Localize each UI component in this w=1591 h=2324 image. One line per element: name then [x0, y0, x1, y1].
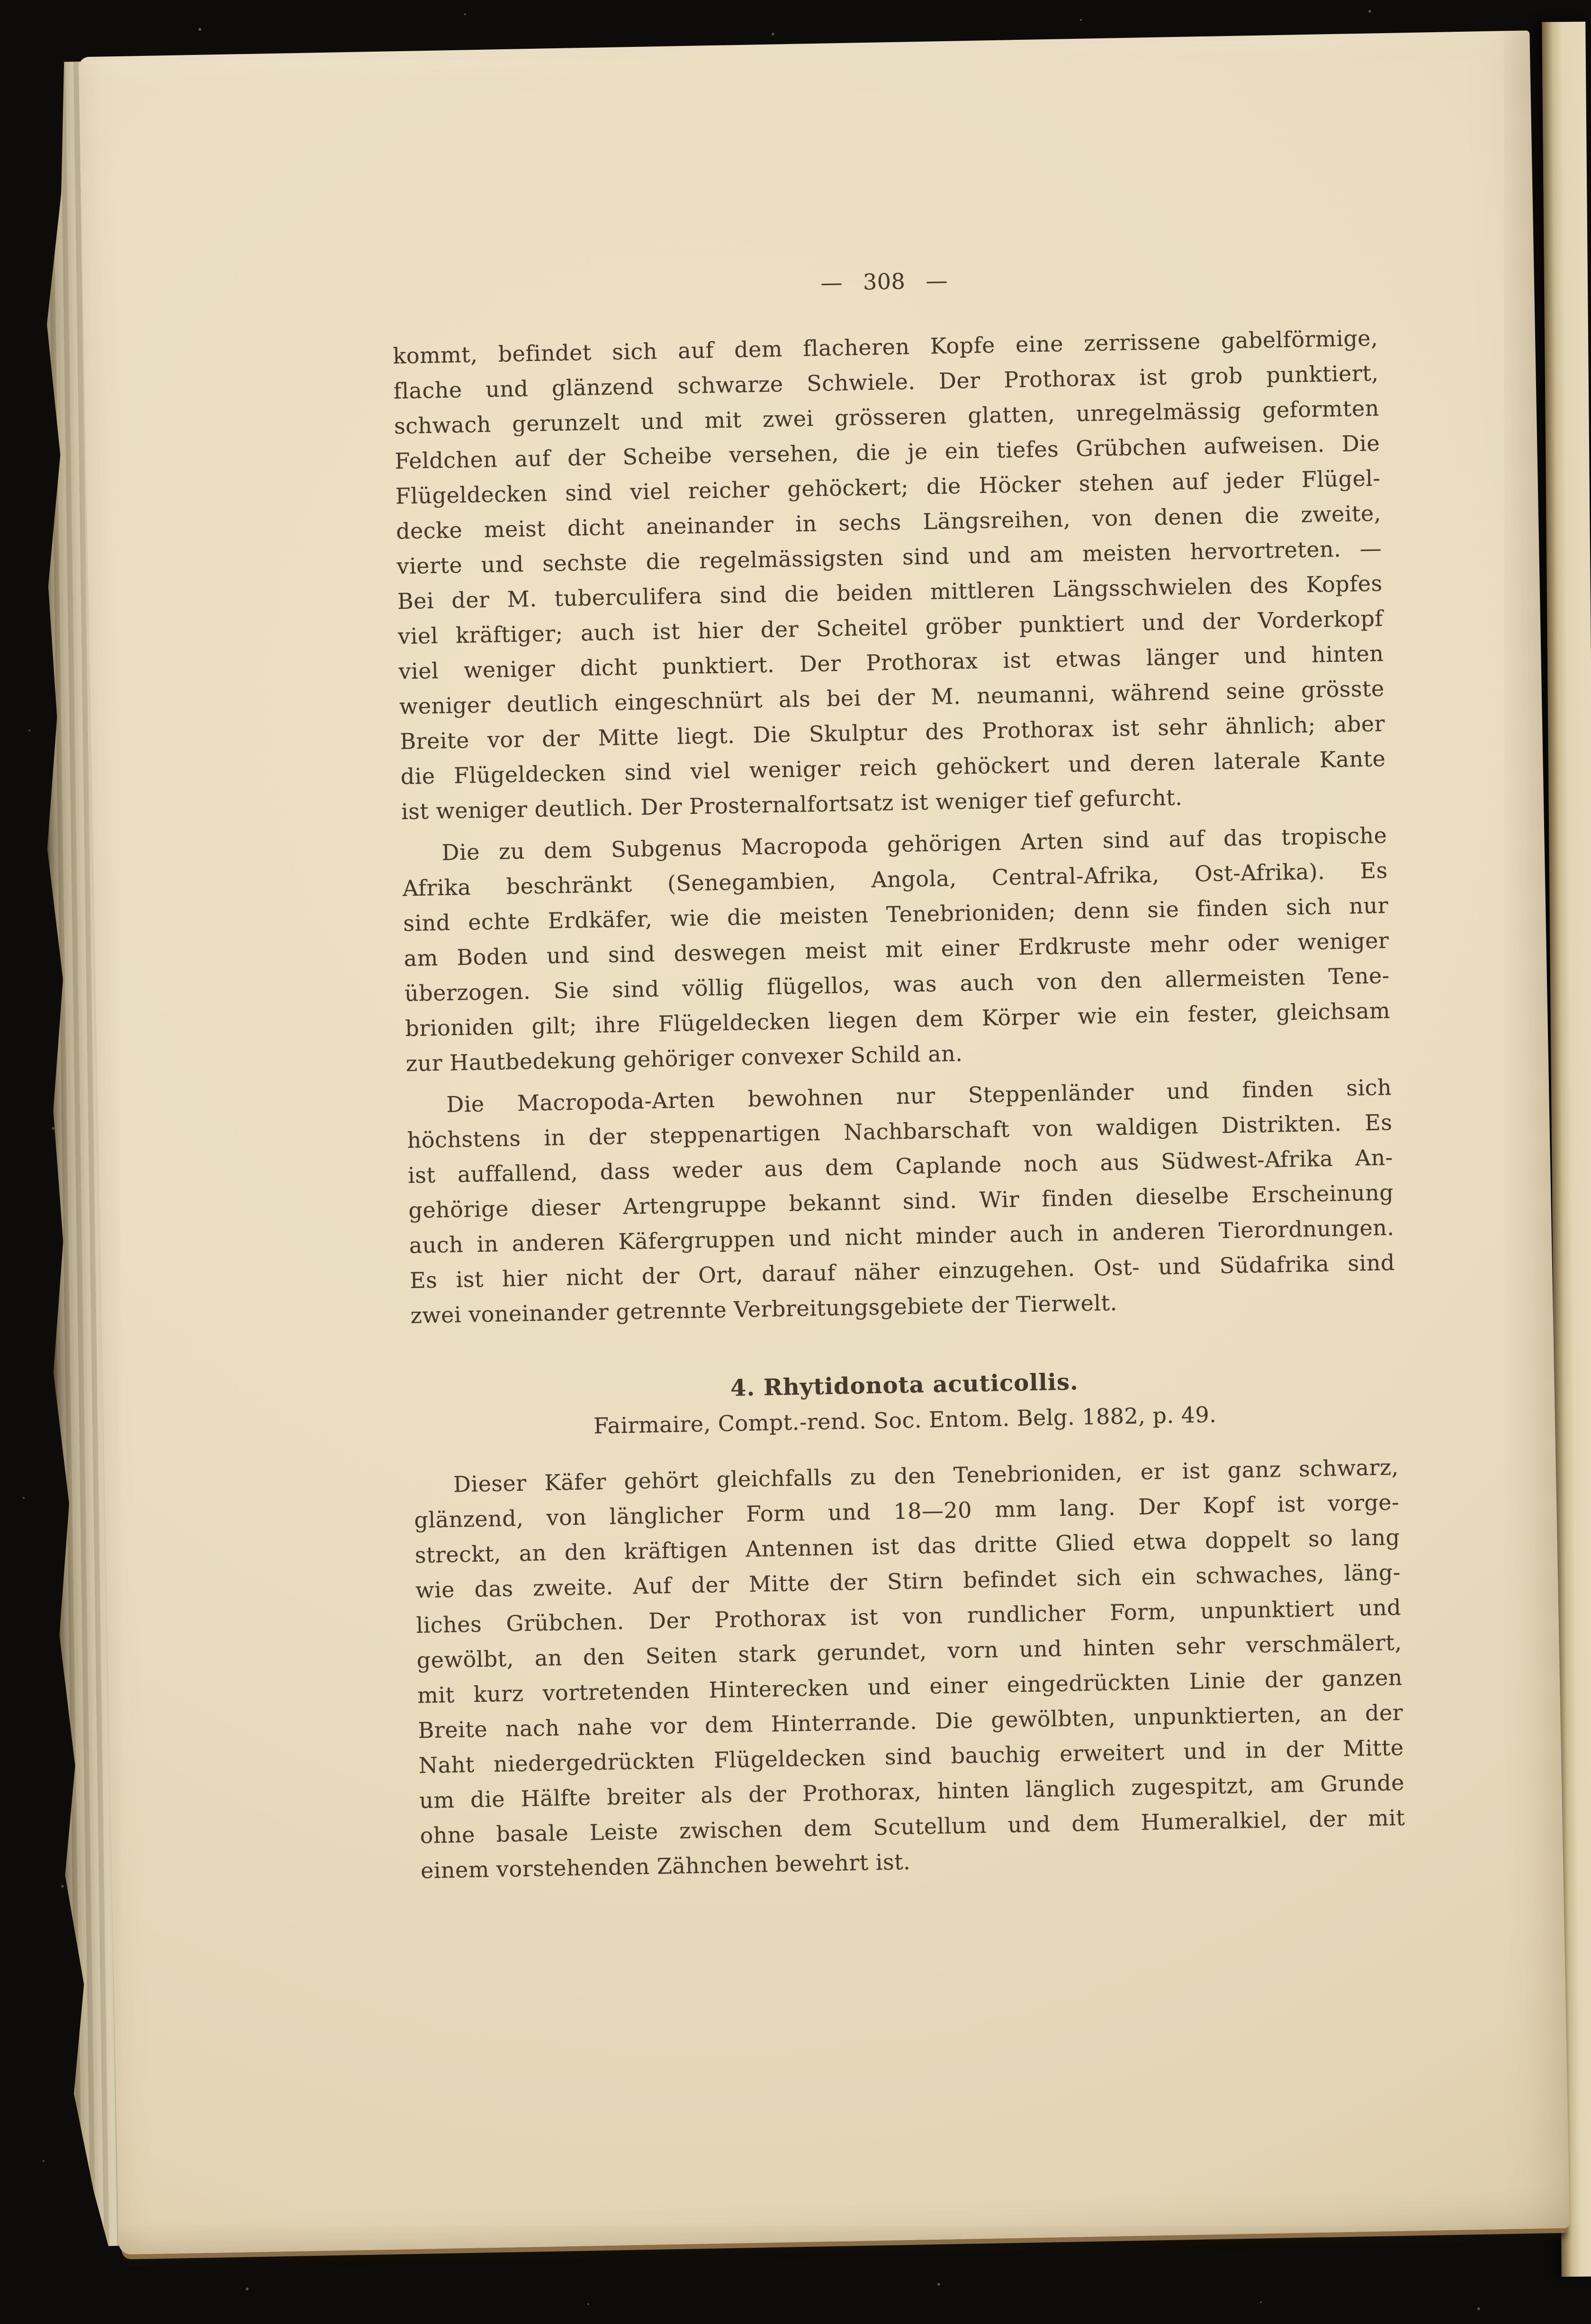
text-line: Bei der M. tuberculifera sind die beiden mittleren Längsschwielen des Kopfes	[397, 570, 1383, 614]
text-line: zwei voneinander getrennte Verbreitungsgebiete der Tierwelt.	[410, 1289, 1118, 1329]
text-line: am Boden und sind deswegen meist mit einer Erdkruste mehr oder weniger	[404, 928, 1389, 972]
page-text	[391, 255, 1406, 1895]
reference-citation: Fairmaire, Compt.-rend. Soc. Entom. Belg. 1882, p. 49.	[593, 1401, 1217, 1439]
text-line: streckt, an den kräftigen Antennen ist das dritte Glied etwa doppelt so lang	[414, 1524, 1400, 1568]
text-line: Afrika beschränkt (Senegambien, Angola, Central-Afrika, Ost-Afrika). Es	[402, 857, 1388, 901]
text-line: viel kräftiger; auch ist hier der Scheitel gröber punktiert und der Vorderkopf	[397, 605, 1384, 649]
text-line: um die Hälfte breiter als der Prothorax, hinten länglich zugespitzt, am Grunde	[419, 1769, 1405, 1813]
paragraph	[393, 320, 1387, 829]
text-line: ist auffallend, dass weder aus dem Caplande noch aus Südwest-Afrika An-	[407, 1144, 1393, 1189]
text-line: Breite vor der Mitte liegt. Die Skulptur des Prothorax ist sehr ähnlich; aber	[399, 711, 1385, 755]
text-line: höchstens in der steppenartigen Nachbarschaft von waldigen Distrikten. Es	[407, 1109, 1393, 1153]
text-line: Es ist hier nicht der Ort, darauf näher einzugehen. Ost- und Südafrika sind	[409, 1249, 1395, 1294]
text-line: Breite nach nahe vor dem Hinterrande. Die gewölbten, unpunktierten, an der	[418, 1699, 1403, 1743]
text-line: Feldchen auf der Scheibe versehen, die je ein tiefes Grübchen aufweisen. Die	[394, 430, 1380, 474]
text-line: Dieser Käfer gehört gleichfalls zu den Tenebrioniden, er ist ganz schwarz,	[453, 1454, 1399, 1497]
species-heading: 4. Rhytidonota acuticollis.	[730, 1369, 1079, 1402]
text-line: viel weniger dicht punktiert. Der Prothorax ist etwas länger und hinten	[398, 640, 1384, 685]
page-body	[393, 320, 1406, 1888]
text-line: Die Macropoda-Arten bewohnen nur Steppenländer und finden sich	[446, 1074, 1392, 1117]
text-line: liches Grübchen. Der Prothorax ist von rundlicher Form, unpunktiert und	[416, 1594, 1402, 1638]
text-line: auch in anderen Käfergruppen und nicht minder auch in anderen Tierordnungen.	[409, 1214, 1394, 1259]
text-line: mit kurz vortretenden Hinterecken und einer eingedrückten Linie der ganzen	[417, 1664, 1403, 1708]
text-line: ohne basale Leiste zwischen dem Scutellum und dem Humeralkiel, der mit	[420, 1804, 1405, 1848]
book-page	[79, 30, 1570, 2254]
paragraph	[413, 1450, 1406, 1888]
text-line: flache und glänzend schwarze Schwiele. Der Prothorax ist grob punktiert,	[393, 360, 1379, 404]
page-number: — 308 —	[820, 267, 948, 296]
text-line: sind echte Erdkäfer, wie die meisten Tenebrioniden; denn sie finden sich nur	[403, 892, 1389, 937]
text-line: überzogen. Sie sind völlig flügellos, was auch von den allermeisten Tene-	[404, 963, 1390, 1007]
text-line: gewölbt, an den Seiten stark gerundet, vorn und hinten sehr verschmälert,	[416, 1629, 1402, 1673]
text-line: glänzend, von länglicher Form und 18—20 mm lang. Der Kopf ist vorge-	[413, 1489, 1400, 1533]
dust-speckles	[0, 0, 2, 2]
text-line: weniger deutlich eingeschnürt als bei der M. neumanni, während seine grösste	[399, 676, 1385, 720]
text-line: kommt, befindet sich auf dem flacheren Kopfe eine zerrissene gabelförmige,	[392, 325, 1378, 369]
text-line: einem vorstehenden Zähnchen bewehrt ist.	[420, 1848, 911, 1883]
text-line: brioniden gilt; ihre Flügeldecken liegen dem Körper wie ein fester, gleichsam	[404, 998, 1391, 1042]
paragraph	[402, 818, 1391, 1081]
text-line: Naht niedergedrückten Flügeldecken sind bauchig erweitert und in der Mitte	[418, 1734, 1404, 1778]
text-line: ist weniger deutlich. Der Prosternalfortsatz ist weniger tief gefurcht.	[401, 784, 1183, 825]
text-line: wie das zweite. Auf der Mitte der Stirn befindet sich ein schwaches, läng-	[415, 1559, 1401, 1603]
text-line: decke meist dicht aneinander in sechs Längsreihen, von denen die zweite,	[396, 500, 1382, 544]
text-line: Die zu dem Subgenus Macropoda gehörigen Arten sind auf das tropische	[441, 822, 1387, 865]
text-line: die Flügeldecken sind viel weniger reich gehöckert und deren laterale Kante	[400, 746, 1386, 790]
text-line: schwach gerunzelt und mit zwei grösseren glatten, unregelmässig geformten	[394, 395, 1380, 439]
text-line: vierte und sechste die regelmässigsten sind und am meisten hervortreten. —	[396, 535, 1382, 579]
text-line: Flügeldecken sind viel reicher gehöckert; die Höcker stehen auf jeder Flügel-	[395, 465, 1381, 509]
text-line: gehörige dieser Artengruppe bekannt sind. Wir finden dieselbe Erscheinung	[408, 1179, 1394, 1224]
text-line: zur Hautbedekung gehöriger convexer Schild an.	[405, 1040, 963, 1077]
paragraph	[406, 1070, 1396, 1333]
